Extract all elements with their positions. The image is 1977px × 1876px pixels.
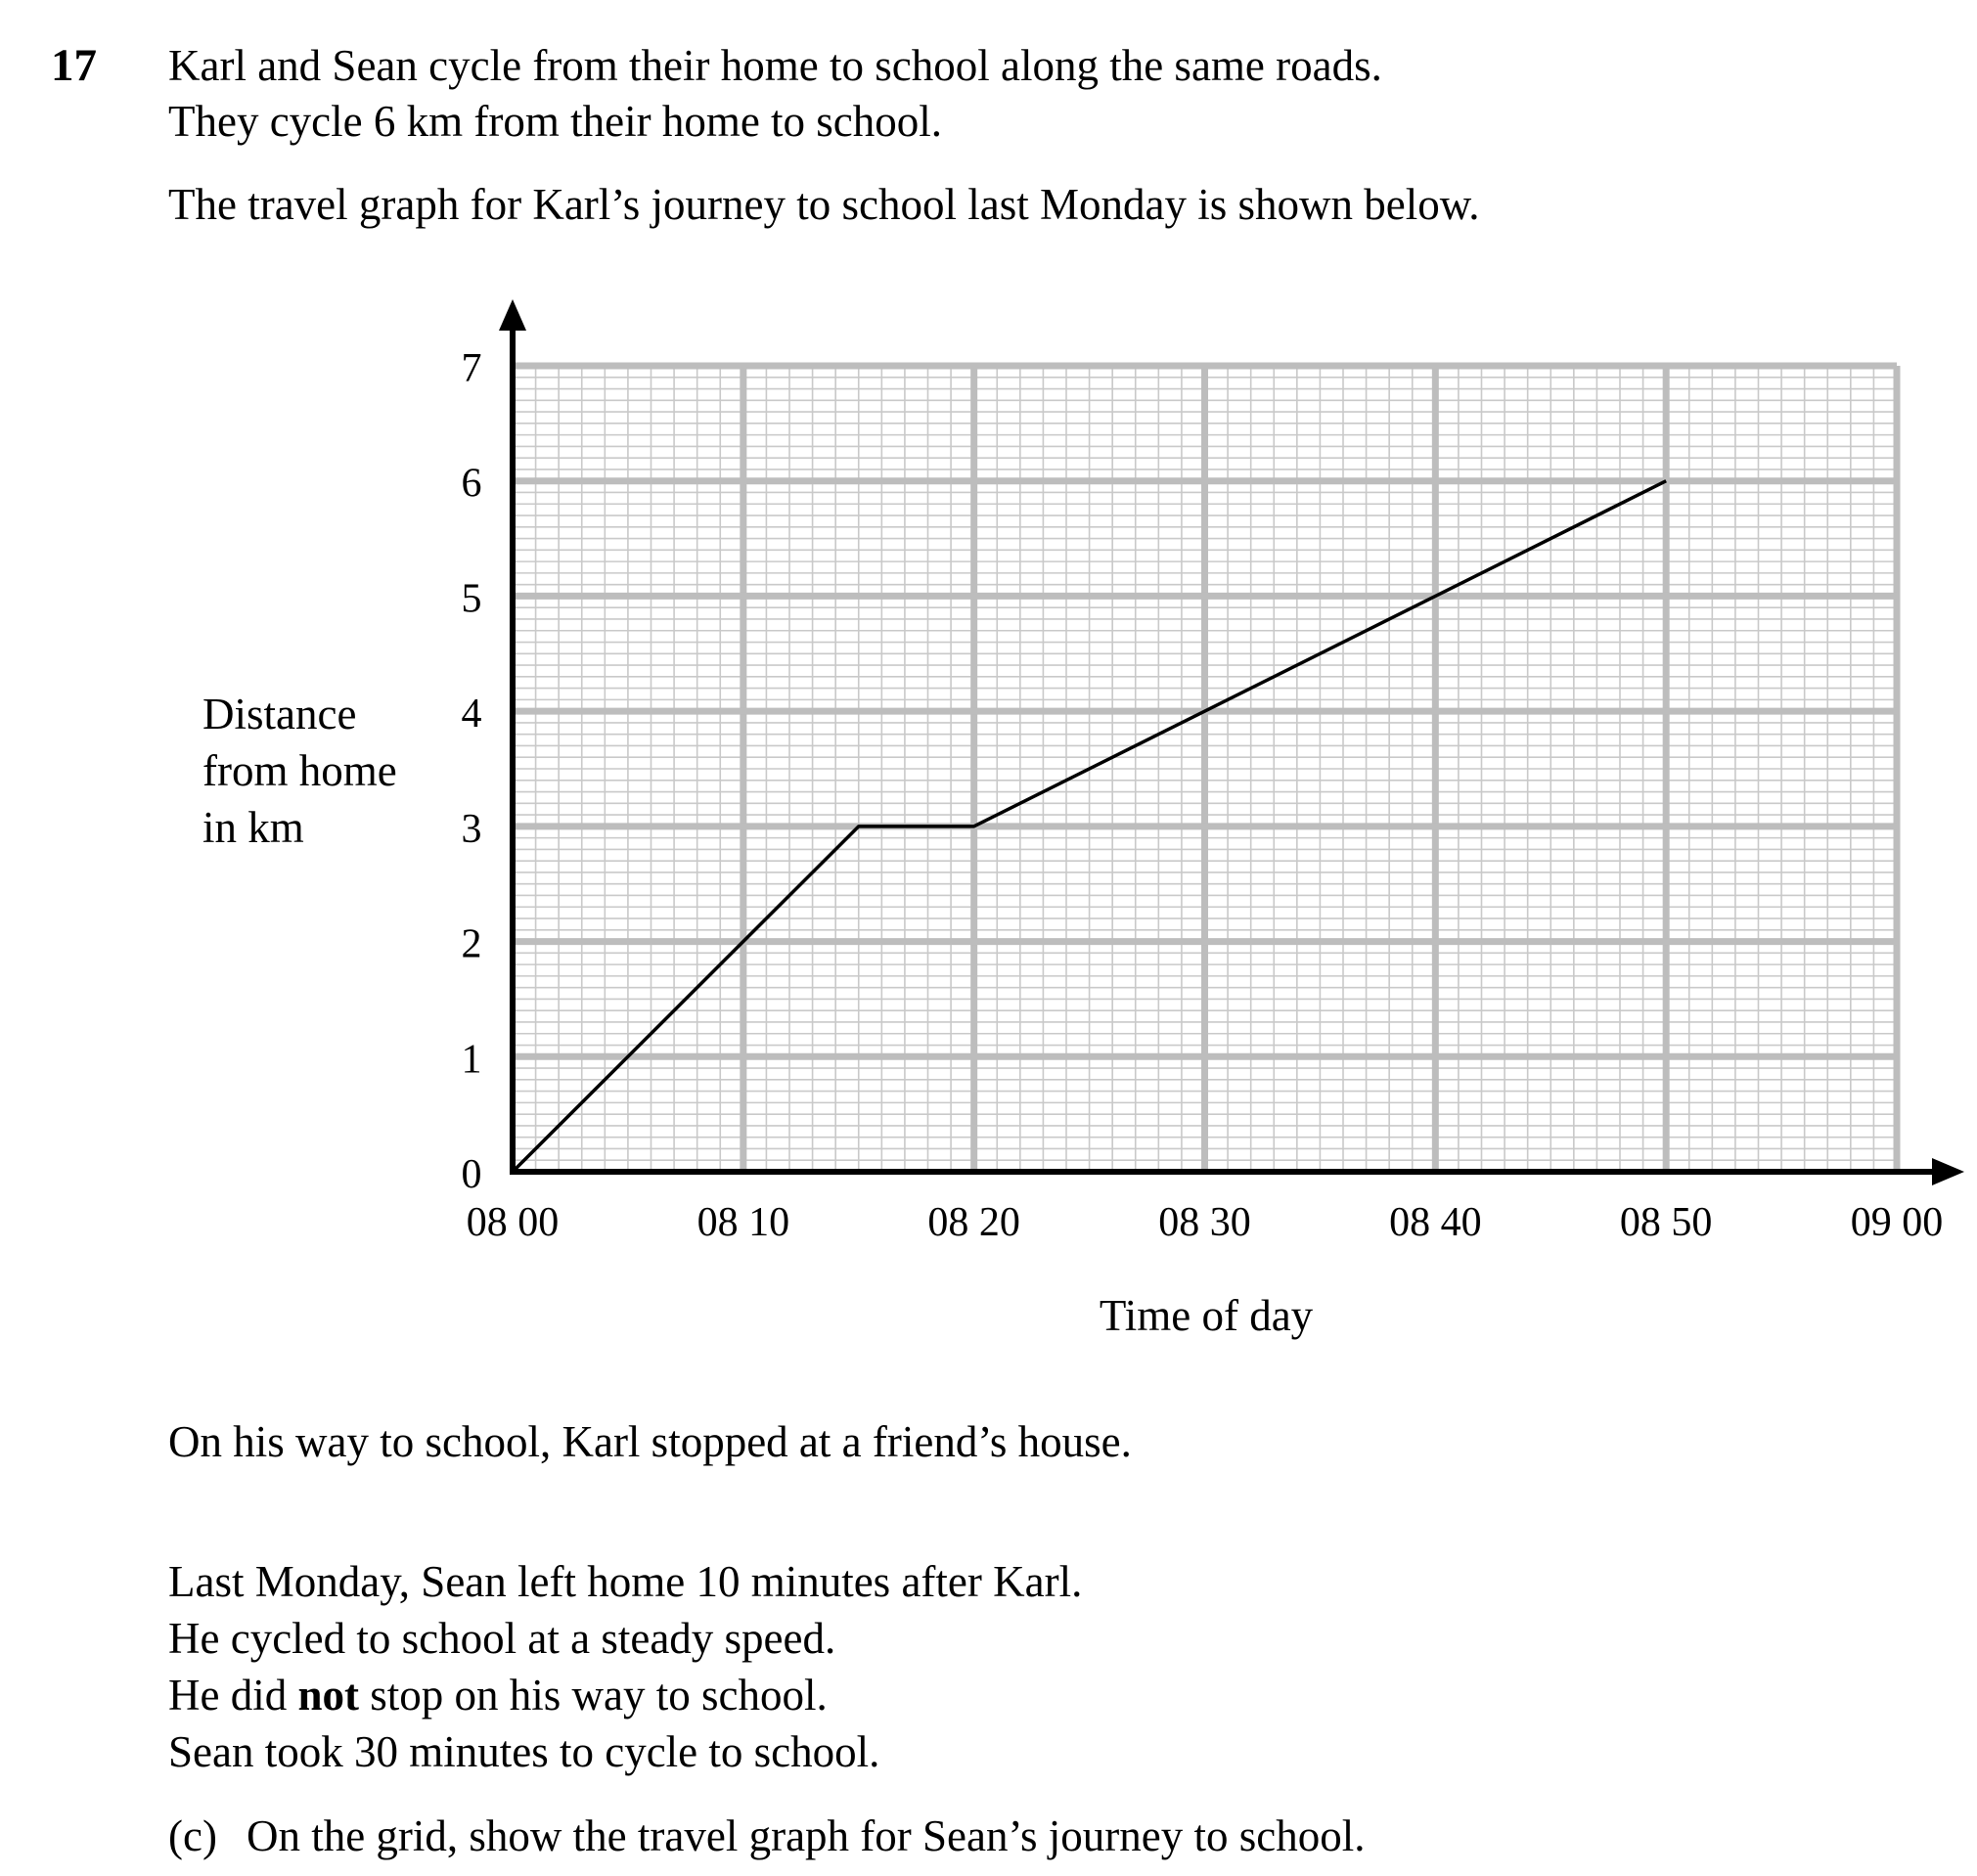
y-tick-label: 7 [462, 346, 482, 391]
x-tick-label: 08 50 [1620, 1200, 1713, 1245]
y-axis-label-line-3: in km [202, 799, 304, 856]
stop-statement: On his way to school, Karl stopped at a friend’s house. [168, 1413, 1132, 1470]
x-tick-label: 08 40 [1389, 1200, 1482, 1245]
x-tick-label: 09 00 [1851, 1200, 1944, 1245]
part-c-label: (c) [168, 1811, 217, 1860]
question-number: 17 [51, 37, 97, 94]
x-tick-label: 08 00 [467, 1200, 560, 1245]
intro-line-3: The travel graph for Karl’s journey to school last Monday is shown below. [168, 176, 1480, 233]
tick-labels [462, 346, 1944, 1245]
y-tick-label: 3 [462, 807, 482, 852]
x-tick-label: 08 10 [697, 1200, 790, 1245]
x-axis-arrowhead [1932, 1158, 1964, 1185]
sean-line-4: Sean took 30 minutes to cycle to school. [168, 1723, 879, 1780]
part-c-text: On the grid, show the travel graph for Sean’s journey to school. [247, 1811, 1366, 1860]
y-tick-label: 6 [462, 462, 482, 507]
intro-line-1: Karl and Sean cycle from their home to school along the same roads. [168, 37, 1382, 94]
sean-line-2: He cycled to school at a steady speed. [168, 1610, 835, 1667]
intro-line-2: They cycle 6 km from their home to school. [168, 93, 942, 150]
sean-line-3-bold: not [297, 1671, 359, 1720]
y-axis-arrowhead [499, 299, 526, 331]
sean-line-1: Last Monday, Sean left home 10 minutes after Karl. [168, 1553, 1082, 1610]
major-grid [513, 366, 1897, 1172]
y-axis-label-line-2: from home [202, 742, 397, 799]
y-axis-label-line-1: Distance [202, 686, 356, 742]
minor-grid [513, 366, 1897, 1172]
x-tick-label: 08 30 [1158, 1200, 1251, 1245]
sean-line-3-end: stop on his way to school. [359, 1671, 828, 1720]
x-tick-label: 08 20 [927, 1200, 1020, 1245]
sean-line-3 [168, 1667, 828, 1723]
axes [499, 299, 1964, 1185]
y-tick-label: 0 [462, 1152, 482, 1197]
series-line-karl [513, 481, 1666, 1172]
x-axis-label: Time of day [1100, 1291, 1314, 1340]
y-tick-label: 4 [462, 692, 482, 737]
series [513, 481, 1666, 1172]
y-tick-label: 2 [462, 922, 482, 967]
y-tick-label: 5 [462, 576, 482, 621]
part-c [168, 1808, 1365, 1864]
sean-line-3-start: He did [168, 1671, 297, 1720]
y-tick-label: 1 [462, 1037, 482, 1082]
